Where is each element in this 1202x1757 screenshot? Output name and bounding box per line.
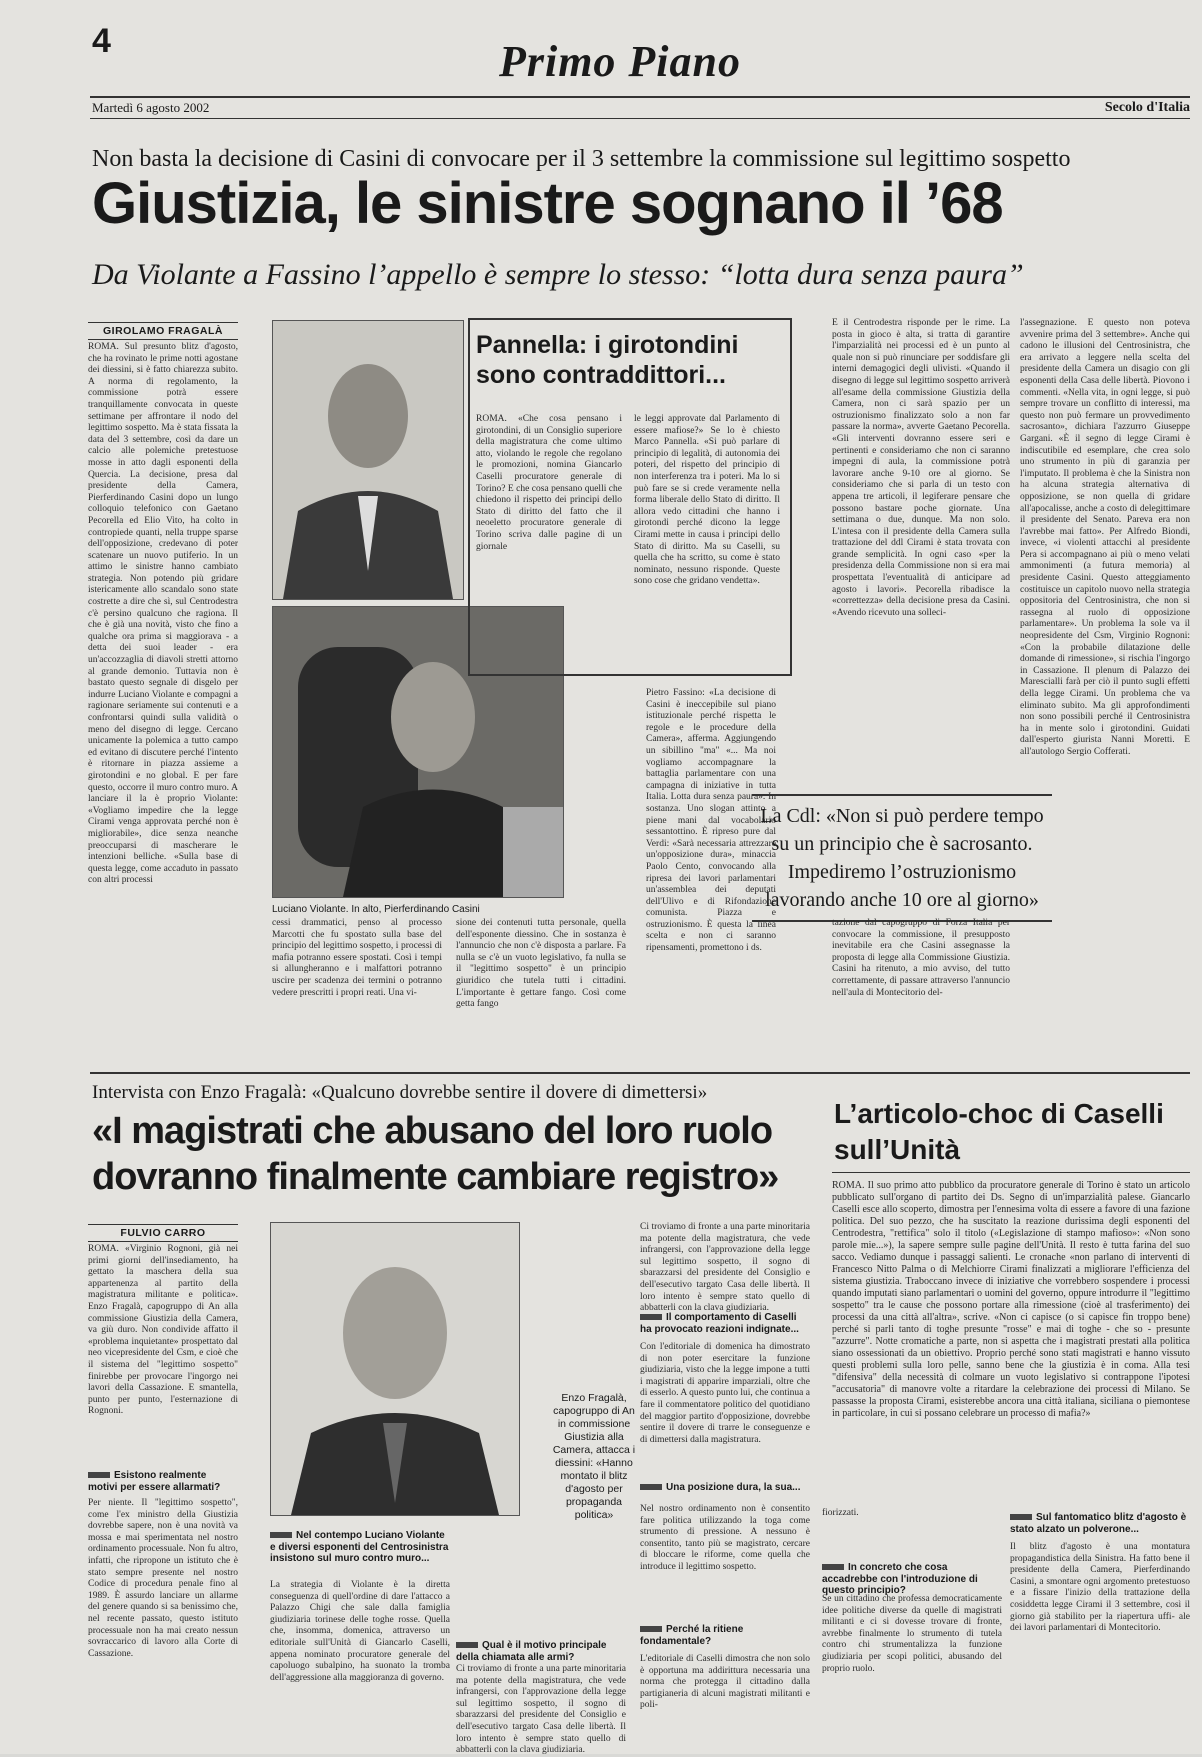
header-rule-top xyxy=(90,96,1190,98)
interview-q3: Qual è il motivo principale della chiamata alle armi? xyxy=(456,1640,626,1663)
portrait-silhouette-icon xyxy=(273,321,463,599)
interview-q6: Perché la ritiene fondamentale? xyxy=(640,1624,810,1647)
caselli-left-tail: fiorizzati. xyxy=(822,1508,859,1518)
portrait-silhouette-icon xyxy=(271,1223,519,1515)
interview-col3-top: Ci troviamo di fronte a una parte minoritaria ma potente della magistratura, che vede infrangersi, con l'approvazione della legge sul legittimo sospetto, il sogno di sbarazzarsi del presidente del Consiglio e dell'esecutivo targato Casa delle libertà. Il loro intento è sempre stato quello di abbatterli con la clava giudiziaria. xyxy=(640,1222,810,1314)
interview-col2: La strategia di Violante è la diretta conseguenza di quell'ordine di dare l'attacco a Palazzo Chigi che sale dalla famiglia giudiziaria torinese delle toghe rosse. Quella che, insomma, domenica, attraverso un editoriale sull'Unità di Giancarlo Caselli, appena nominato procuratore generale del capoluogo subalpino, ha suonato la tromba dell'aggressione alla maggioranza di governo. xyxy=(270,1580,450,1683)
cdl-pull-quote: La Cdl: «Non si può perdere tempo su un principio che è sacrosanto. Impediremo l’ostruzionismo lavorando anche 10 ore al giorno» xyxy=(752,794,1052,922)
top-body-col5b: tazione dal capogruppo di Forza Italia per convocare la commissione, il presupposto inevitabile era che Casini assegnasse la proposta di legge alla Commissione Giustizia. Casini ha ritenuto, a mio avviso, del tutto correttamente, di passare attraverso l'annuncio nell'aula di Montecitorio del- xyxy=(832,918,1010,998)
caselli-a2: Il blitz d'agosto è una montatura propagandistica della Sinistra. Ha fatto bene il presidente della Camera, Pierferdinando Casini, a smontare ogni argomento pretestuoso e a fissare l'inizio della trattazione della cosiddetta legge Cirami il 3 settembre, così il giorno già stabilito per la riapertura uffi- ale dei lavori parlamentari di Montecitorio. xyxy=(1010,1542,1190,1634)
caselli-q2: Sul fantomatico blitz d'agosto è stato alzato un polverone... xyxy=(1010,1512,1190,1535)
interview-q1: Esistono realmente motivi per essere allarmati? xyxy=(88,1470,238,1493)
top-kicker: Non basta la decisione di Casini di convocare per il 3 settembre la commissione sul legittimo sospetto xyxy=(92,146,1071,172)
interview-q5: Una posizione dura, la sua... xyxy=(640,1482,810,1494)
interview-kicker: Intervista con Enzo Fragalà: «Qualcuno dovrebbe sentire il dovere di dimettersi» xyxy=(92,1082,708,1103)
pannella-headline: Pannella: i girotondini sono contraddittori... xyxy=(476,331,739,389)
interview-byline: FULVIO CARRO xyxy=(88,1224,238,1242)
interview-col1: ROMA. «Virginio Rognoni, già nei primi giorni dell'insediamento, ha gettato la maschera della sua appartenenza al partito della magistratura militante e politica». Enzo Fragalà, capogruppo di An alla commissione Giustizia della Camera, va giù duro. Non condivide affatto il «problema inquietante» prospettato dal neo vicepresidente del Csm, e cioè che il sistema del "legittimo sospetto" finirebbe per provocare l'ingorgo nei lavori della Cassazione. E smantella, punto per punto, l'esternazione di Rognoni. xyxy=(88,1244,238,1417)
caselli-q1: In concreto che cosa accadrebbe con l'introduzione di questo principio? xyxy=(822,1562,1002,1597)
story-divider xyxy=(90,1072,1190,1074)
casini-photo xyxy=(272,320,464,600)
fragala-photo-caption: Enzo Fragalà, capogruppo di An in commissione Giustizia alla Camera, attacca i diessini: «Hanno montato il blitz d'agosto per propaganda politica» xyxy=(552,1392,636,1521)
newspaper-name: Secolo d'Italia xyxy=(1104,100,1190,115)
top-body-col6: l'assegnazione. E questo non poteva avvenire prima del 3 settembre». Anche qui cadono le illusioni del Centrosinistra, che era arrivato a leggere nella scelta del presidente della Camera un disagio con gli esponenti della Casa delle libertà. Piovono i commenti. «Nella vita, in ogni legge, si può sempre trovare un conflitto di interessi, ma questo non può fermare un provvedimento sacrosanto», dichiara l'azzurro Giuseppe Gargani. «È il segno di legge Cirami è indiscutibile ed esemplare, che crea solo uno strumento in più di garanzia per l'imputato. Il problema è che la Sinistra non ha alcuna strategia alternativa di opposizione, se non quella di gridare all'apocalisse, anche a costo di delegittimare il presidente del Senato. Pareva era non l'avrebbe mai fatto». Per Alfredo Biondi, invece, «i violenti attacchi al presidente Pera si accompagnano ai più o meno velati ammonimenti (a futura memoria) al presidente Casini. Questo atteggiamento costituisce un capitolo nuovo nella strategia oppositoria del Centrosinistra, che non si rassegna al ruolo di opposizione parlamentare». Un problema la sole va il neopresidente del Csm, Virginio Rognoni: «Con la probabile dilatazione delle domande di rimessione», si rischia l'ingorgo in Cassazione. Il plenum di Palazzo dei Marescialli farà per ciò il punto sugli effetti della legge Cirami. Un problema che va eliminato subito. Ma gli approfondimenti non sono possibili perché il Centrosinistra ha in mente solo i girotondini. Guidati dall'esperto giurista Nanni Moretti. E all'autologo Sergio Cofferati. xyxy=(1020,318,1190,757)
top-body-col1: ROMA. Sul presunto blitz d'agosto, che ha rovinato le prime notti agostane dei diessini, si è fatto chiarezza subito. A norma di regolamento, la commissione potrà essere tranquillamente convocata in queste settimane per affrontare il nodo del legittimo sospetto. Ma è stata fissata la data del 3 settembre, così da dare un calcio alle polemiche pretestuose mosse in atto dagli esponenti della Quercia. La decisione, presa dal presidente della Camera, Pierferdinando Casini dopo un lungo colloquio telefonico con Gaetano Pecorella ed Elio Vito, ha colto in contropiede quanti, nella truppe sparse dell'opposizione, credevano di poter scatenare un nuovo putiferio. In un attimo le sinistre hanno cambiato strategia. Non potendo più gridare istericamente allo scandalo sono state costrette a dire che sì, sul Centrodestra c'è persino qualcuno che ragiona. Il che è già una novità, visto che fino a qualche ora prima si maggiorava - a detta dei suoi leader - era un'accozzaglia di diavoli stretti attorno al grande demonio. Tuttavia non è bastato questo segnale di disgelo per indurre Luciano Violante e compagni a ragionare seriamente sui contenuti e a confrontarsi quindi sulla validità o meno del disegno di legge. Cercano unicamente la polemica a tutto campo ed evitano di discutere perché l'intento è ritornare in piazza assieme a girotondini e no global. E per fare questo, occorre il muro contro muro. A lanciare il la è proprio Violante: «Vogliamo impedire che la legge Cirami venga approvata perché non è migliorabile», dice senza neanche preoccuparsi di mascherare le intenzioni belliche. «Sulla base di questa legge, come accaduto in passato con altri processi xyxy=(88,342,238,886)
caselli-body: ROMA. Il suo primo atto pubblico da procuratore generale di Torino è stato un articolo pubblicato sull'organo di partito dei Ds. Segno di un'imparzialità palese. Giancarlo Caselli esce allo scoperto, dimostra per l'ennesima volta di essere a favore di una fazione politica. Del suo pezzo, che ha suscitato la reazione durissima degli esponenti del Centrodestra, "rettifica" solo il titolo («Legislazione di stampo mafioso»: «Non sono parole mie...»), la sapere sempre sulle pagine dell'Unità. Il resto è tutta farina del suo sacco. Vediamo dunque i passaggi salienti. Le cronache «non parlano di interventi di Francesco Nitto Palma o di Melchiorre Cirami finalizzati a migliorare l'efficienza del sistema giustizia. Traboccano invece di iniziative che vorrebbero sospendere i processi quando imputati siano parlamentari o uomini del governo, oppure introdurre il "legittimo sospetto" tra le cause che possono portare alla rimessione (cioè al trasferimento) dei processi da una città all'altra», scrive. «Non ci capisce (o si capisce fin troppo bene) perché si parli tanto di toghe presunte "rosse" e mai di toghe - che so - presunte "azzurre". Notte cromatiche a parte, non si aspetta che i magistrati prestati alla politica siano ossessionati da un obiettivo. Proprio perché sono stati magistrati e hanno vissuto questi problemi sulla loro pelle, sanno bene che la giustizia è in coma. Alla tesi "difensiva" della necessità di colmare un vuoto legislativo si contrappone l'ipotesi "accusatoria" di manovre volte a ritardare la celebrazione dei processi di Milano. Se passasse la proposta Cirami, esisterebbe ancora una città italiana, siciliana o piemontese in particolare, in cui si possano celebrare un processo di mafia?» xyxy=(832,1180,1190,1419)
top-headline: Giustizia, le sinistre sognano il ’68 xyxy=(92,171,1003,236)
top-body-col5: E il Centrodestra risponde per le rime. La posta in gioco è alta, si tratta di garantire l'imparzialità nei processi ed è un punto al quale non si può rinunciare per soddisfare gli interni demagogici degli ulivisti. «Quando il disegno di legge sul legittimo sospetto arriverà all'esame della commissione Giustizia della Camera, non ci sarà spazio per un ostruzionismo finalizzato solo a non far passare la norma», avverte Gaetano Pecorella. «Gli interventi dovranno essere seri e pertinenti e consideriamo che non ci saranno impegni di aula, la commissione potrà lavorare anche 9-10 ore al giorno. Se consideriamo che si parla di un testo con appena tre articoli, il legiferare pensare che possono bastare poche giornate. Una settimana o due, dunque. Ma non solo. L'intesa con il presidente della Camera sulla trattazione del ddl Cirami è stata trovata con grande semplicità. In ogni caso «per la presidenza della Commissione non si era mai prospettata l'eventualità di anticipare ad agosto i lavori». Pecorella ribadisce la «correttezza» della decisione presa da Casini. «Avendo ricevuto una solleci- xyxy=(832,318,1010,618)
section-title: Primo Piano xyxy=(498,37,742,86)
top-subheadline: Da Violante a Fassino l’appello è sempre lo stesso: “lotta dura senza paura” xyxy=(92,258,1024,291)
top-body-col3: sione dei contenuti tutta personale, quella dell'esponente diessino. Che in sostanza è l'annuncio che non c'è disposta a parlare. Fa nulla se c'è un vuoto legislativo, fa nulla se il "legittimo sospetto" è un principio giuridico che tutela tutti i cittadini. L'importante è gettare fango. Così come getta fango xyxy=(456,918,626,1010)
fragala-photo xyxy=(270,1222,520,1516)
top-body-col4a: Pietro Fassino: «La decisione di Casini è ineccepibile sul piano istituzionale perché rispetta le regole e le procedure della Camera», afferma. Aggiungendo un sibillino "ma" «... Ma noi vogliamo accompagnare la battaglia parlamentare con una campagna di iniziative in tutta Italia. Lotta dura senza paura». In sostanza. Uno slogan attinto a piene mani dal vocabolario sessantottino. È ripreso pure dal Verdi: «Sarà necessaria attrezzare un'opposizione dura», minaccia Paolo Cento, convocando alla ripresa dei lavori parlamentari un'assemblea dei deputati dell'Ulivo e di Rifondazione comunista. Piazza e ostruzionismo. È questa la linea scelta e non ci saranno ripensamenti, promettono i ds. xyxy=(646,688,776,954)
interview-col3b: Nel nostro ordinamento non è consentito fare politica utilizzando la toga come strumento di pressione. A nessuno è consentito, tanto più se magistrato, cercare di bloccare le riforme, come quella che introduce il legittimo sospetto. xyxy=(640,1504,810,1572)
pannella-body-b: le leggi approvate dal Parlamento di essere mafiose?» Se lo è chiesto Marco Pannella. «Si può parlare di principio di legalità, di autonomia dei poteri, del rispetto del principio di non interferenza tra i poteri. Ma lo si può fare se si crede veramente nella forma liberale dello Stato di diritto. Il allora vedo cittadini che hanno i girotondi perché dicono la legge Cirami mette in causa i principi dello Stato di diritto. Ma su Caselli, su quella che ha scritto, su come è stato nominato, nessuno risponde. Queste sono cose che gridano vendetta». xyxy=(634,414,780,587)
interview-col3: Con l'editoriale di domenica ha dimostrato di non poter esercitare la funzione giudiziaria, visto che la legge impone a tutti i magistrati di apparire imparziali, oltre che di esserlo. A questo punto lui, che continua a fare il commentatore politico del quotidiano del maggior partito d'opposizione, dovrebbe sentire il dovere di trarre le conseguenze e di dimettersi dalla magistratura. xyxy=(640,1342,810,1445)
pannella-body-a: ROMA. «Che cosa pensano i girotondini, di un Consiglio superiore della magistratura che come ultimo atto, violando le regole che regolano le promozioni, nomina Giancarlo Caselli procuratore generale di Torino? E che cosa pensano quelli che chiedono il rispetto dei principi dello Stato di diritto del fatto che il neoeletto procuratore generale di Torino scriva dalle pagine di un giornale xyxy=(476,414,622,552)
interview-col3c: L'editoriale di Caselli dimostra che non solo è opportuna ma addirittura necessaria una norma che protegga il cittadino dalla partigianeria di alcuni magistrati militanti e poli- xyxy=(640,1654,810,1711)
interview-col1b: Per niente. Il "legittimo sospetto", come l'ex ministro della Giustizia dovrebbe sapere, non è una novità va mossa e mai sperimentata nel nostro ordinamento processuale. Non fu altro, infatti, che ripropone un istituto che è stato sempre presente nel nostro Codice di procedura penale fino al 1989. È assurdo lanciare un allarme del genere quando si sa benissimo che, nel recente passato, questo istituto processuale non ha mai creato nessun sovraccarico di lavoro alla Corte di Cassazione. xyxy=(88,1498,238,1659)
interview-q2: Nel contempo Luciano Violante e diversi esponenti del Centrosinistra insistono sul muro contro muro... xyxy=(270,1530,449,1564)
issue-date: Martedì 6 agosto 2002 xyxy=(92,100,210,115)
interview-headline: «I magistrati che abusano del loro ruolo dovranno finalmente cambiare registro» xyxy=(92,1110,779,1198)
top-byline: GIROLAMO FRAGALÀ xyxy=(88,322,238,340)
violante-photo-caption: Luciano Violante. In alto, Pierferdinando Casini xyxy=(272,904,480,915)
interview-q4: Il comportamento di Caselli ha provocato reazioni indignate... xyxy=(640,1312,810,1335)
interview-col2b: Ci troviamo di fronte a una parte minoritaria ma potente della magistratura, che vede infrangersi, con l'approvazione della legge sul legittimo sospetto, il sogno di sbarazzarsi del presidente del Consiglio e dell'esecutivo targato Casa delle libertà. Il loro intento è sempre stato quello di abbatterli con la clava giudiziaria. xyxy=(456,1664,626,1756)
caselli-headline: L’articolo-choc di Caselli sull’Unità xyxy=(834,1098,1164,1165)
caselli-rule xyxy=(832,1172,1190,1173)
caselli-a1: Se un cittadino che professa democraticamente idee politiche diverse da quelle di magistrati militanti e ci si dovesse trovare di fronte, avrebbe finalmente lo strumento di tutela contro chi strumentalizza la funzione giudiziaria per scopi politici, abusando del proprio ruolo. xyxy=(822,1594,1002,1674)
header-rule-bottom xyxy=(90,118,1190,119)
top-body-col2: cessi drammatici, penso al processo Marcotti che fu spostato sulla base del principio del legittimo sospetto, i processi di mafia potranno essere spostati. Così i tempi si allungheranno e i malfattori potranno uscire per scadenza dei termini o potranno vedere prescritti i propri reati. Una vi- xyxy=(272,918,442,998)
page-number: 4 xyxy=(92,22,111,60)
